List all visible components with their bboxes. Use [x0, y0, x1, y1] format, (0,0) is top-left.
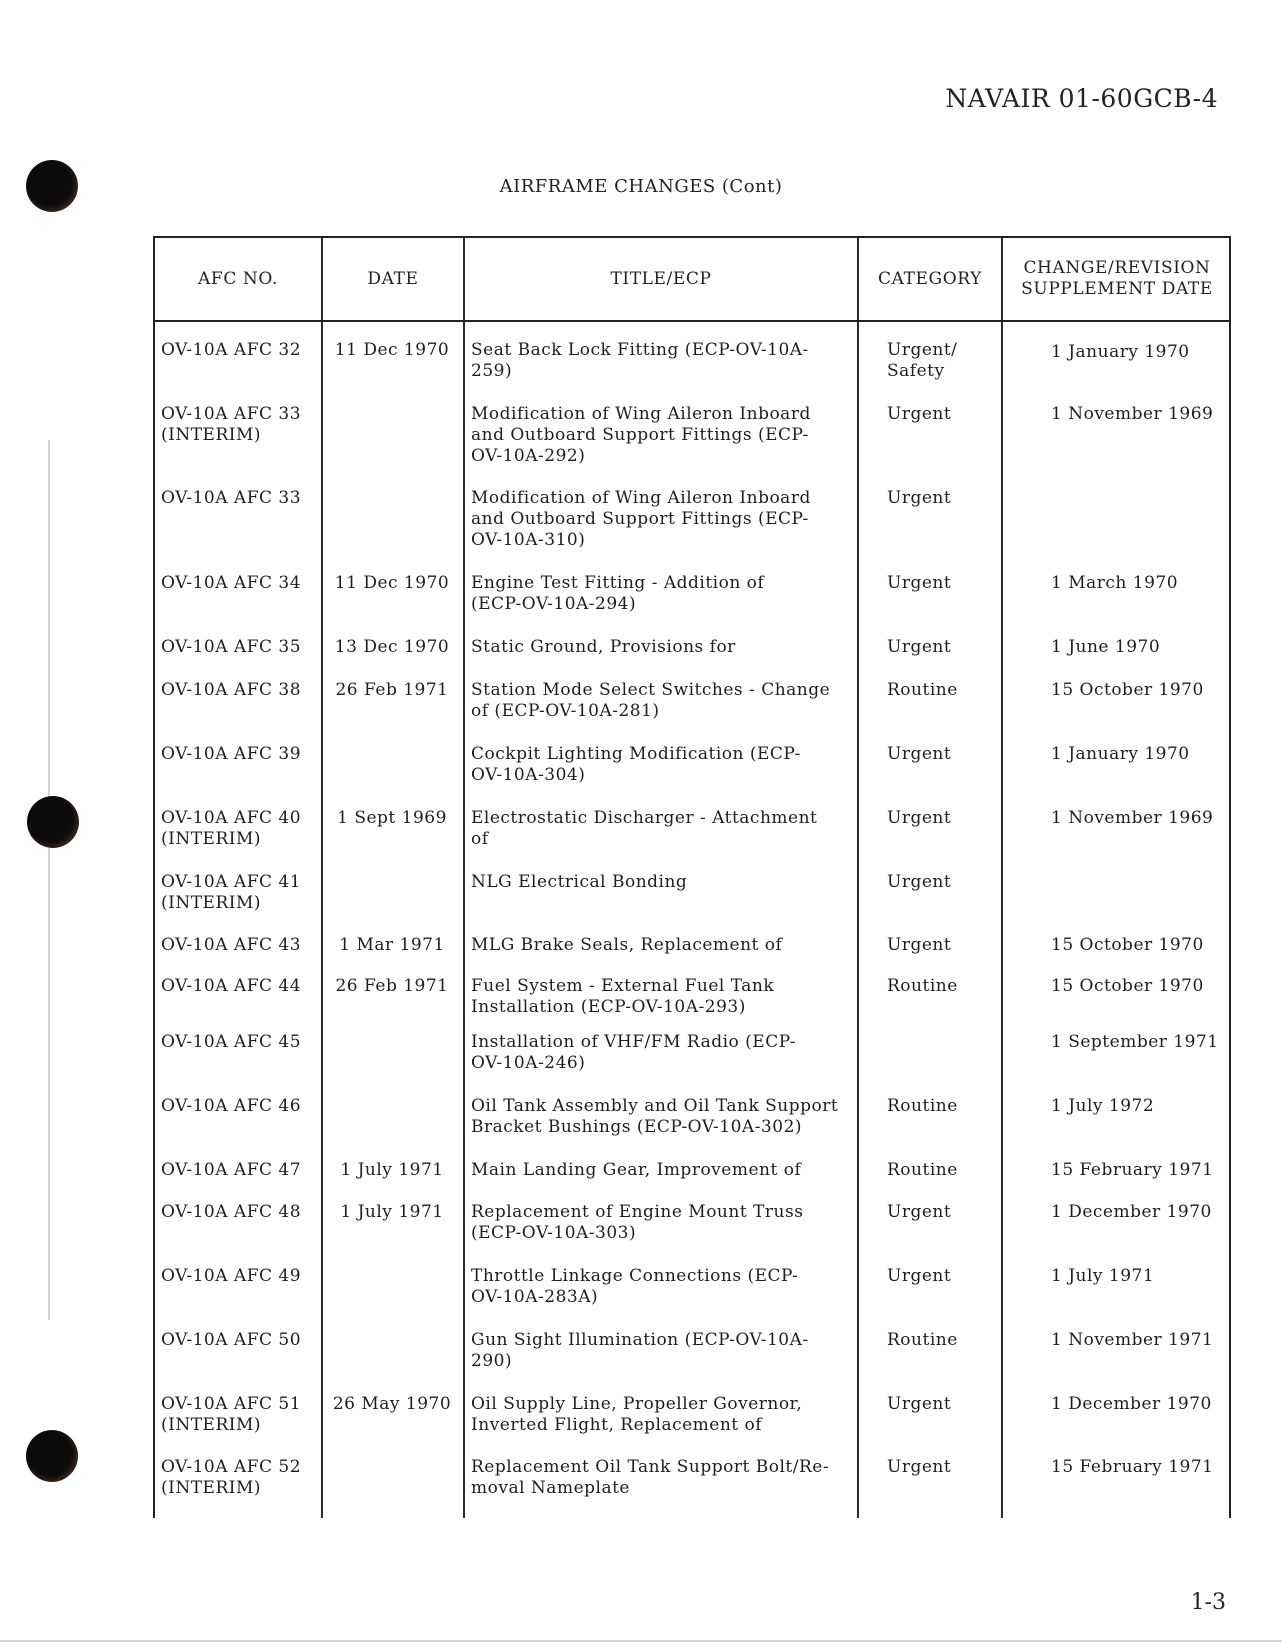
afc-number: OV-10A AFC 38: [161, 680, 302, 700]
afc-number: OV-10A AFC 51 (INTERIM): [161, 1394, 302, 1435]
afc-number: OV-10A AFC 35: [161, 637, 302, 657]
afc-category: Urgent: [887, 573, 952, 593]
afc-number: OV-10A AFC 41 (INTERIM): [161, 872, 302, 913]
afc-number: OV-10A AFC 34: [161, 573, 302, 593]
afc-date: 1 July 1971: [340, 1202, 444, 1222]
afc-category: Urgent: [887, 404, 952, 424]
afc-supplement-date: 1 November 1969: [1051, 808, 1214, 828]
afc-number: OV-10A AFC 33: [161, 488, 302, 508]
afc-category: Urgent: [887, 808, 952, 828]
afc-supplement-date: 15 February 1971: [1051, 1160, 1214, 1180]
afc-title: Modification of Wing Aileron Inboard and Outboard Support Fittings (ECP- OV-10A-310): [471, 488, 811, 550]
airframe-changes-table: [153, 236, 1231, 1518]
afc-number: OV-10A AFC 46: [161, 1096, 302, 1116]
afc-title: Throttle Linkage Connections (ECP- OV-10A-283A): [471, 1266, 799, 1307]
afc-date: 1 Sept 1969: [337, 808, 447, 828]
afc-supplement-date: 15 October 1970: [1051, 680, 1204, 700]
afc-title: MLG Brake Seals, Replacement of: [471, 935, 783, 955]
afc-title: Replacement Oil Tank Support Bolt/Re- moval Nameplate: [471, 1457, 830, 1498]
afc-supplement-date: 1 July 1972: [1051, 1096, 1155, 1116]
column-divider: [857, 238, 859, 1518]
afc-date: 26 May 1970: [332, 1394, 452, 1414]
afc-number: OV-10A AFC 32: [161, 340, 302, 360]
afc-category: Urgent: [887, 872, 952, 892]
afc-date: 13 Dec 1970: [334, 637, 450, 657]
afc-number: OV-10A AFC 45: [161, 1032, 302, 1052]
column-header-supplement-date: CHANGE/REVISION SUPPLEMENT DATE: [1021, 258, 1213, 299]
afc-title: Engine Test Fitting - Addition of (ECP-OV-10A-294): [471, 573, 765, 614]
afc-category: Routine: [887, 1160, 958, 1180]
afc-category: Routine: [887, 1330, 958, 1350]
afc-number: OV-10A AFC 49: [161, 1266, 302, 1286]
afc-title: Oil Tank Assembly and Oil Tank Support Bracket Bushings (ECP-OV-10A-302): [471, 1096, 839, 1137]
afc-number: OV-10A AFC 48: [161, 1202, 302, 1222]
afc-supplement-date: 1 March 1970: [1051, 573, 1179, 593]
afc-number: OV-10A AFC 43: [161, 935, 302, 955]
afc-number: OV-10A AFC 39: [161, 744, 302, 764]
afc-category: Urgent: [887, 1202, 952, 1222]
afc-title: Seat Back Lock Fitting (ECP-OV-10A- 259): [471, 340, 809, 381]
afc-number: OV-10A AFC 50: [161, 1330, 302, 1350]
afc-supplement-date: 1 January 1970: [1051, 744, 1190, 764]
afc-category: Urgent: [887, 744, 952, 764]
afc-category: Urgent: [887, 488, 952, 508]
page-bottom-edge: [0, 1640, 1282, 1642]
binder-hole-middle: [27, 796, 79, 848]
afc-category: Routine: [887, 976, 958, 996]
afc-title: Electrostatic Discharger - Attachment of: [471, 808, 818, 849]
column-header-title-ecp: TITLE/ECP: [610, 268, 712, 289]
afc-category: Routine: [887, 680, 958, 700]
afc-title: Station Mode Select Switches - Change of (ECP-OV-10A-281): [471, 680, 831, 721]
afc-category: Urgent: [887, 637, 952, 657]
afc-title: Modification of Wing Aileron Inboard and Outboard Support Fittings (ECP- OV-10A-292): [471, 404, 811, 466]
afc-number: OV-10A AFC 40 (INTERIM): [161, 808, 302, 849]
afc-supplement-date: 1 December 1970: [1051, 1202, 1212, 1222]
afc-date: 1 July 1971: [340, 1160, 444, 1180]
section-title: AIRFRAME CHANGES (Cont): [499, 176, 783, 197]
afc-supplement-date: 15 October 1970: [1051, 935, 1204, 955]
column-header-date: DATE: [367, 268, 419, 289]
afc-title: Fuel System - External Fuel Tank Installation (ECP-OV-10A-293): [471, 976, 775, 1017]
afc-supplement-date: 15 October 1970: [1051, 976, 1204, 996]
page-number: 1-3: [1190, 1590, 1226, 1615]
afc-title: Oil Supply Line, Propeller Governor, Inverted Flight, Replacement of: [471, 1394, 803, 1435]
document-number: NAVAIR 01-60GCB-4: [945, 84, 1218, 113]
afc-date: 1 Mar 1971: [339, 935, 445, 955]
afc-supplement-date: 1 November 1971: [1051, 1330, 1214, 1350]
afc-supplement-date: 1 January 1970: [1051, 342, 1190, 362]
page-left-edge: [48, 440, 50, 1320]
column-header-category: CATEGORY: [878, 268, 982, 289]
afc-supplement-date: 1 June 1970: [1051, 637, 1161, 657]
afc-supplement-date: 1 November 1969: [1051, 404, 1214, 424]
afc-category: Urgent: [887, 935, 952, 955]
afc-title: Cockpit Lighting Modification (ECP- OV-10A-304): [471, 744, 801, 785]
column-divider: [321, 238, 323, 1518]
afc-date: 11 Dec 1970: [334, 340, 450, 360]
afc-category: Urgent: [887, 1266, 952, 1286]
afc-category: Urgent/ Safety: [887, 340, 958, 381]
afc-number: OV-10A AFC 52 (INTERIM): [161, 1457, 302, 1498]
afc-category: Urgent: [887, 1457, 952, 1477]
afc-title: Static Ground, Provisions for: [471, 637, 736, 657]
afc-number: OV-10A AFC 47: [161, 1160, 302, 1180]
afc-supplement-date: 1 September 1971: [1051, 1032, 1219, 1052]
afc-date: 26 Feb 1971: [335, 680, 449, 700]
column-divider: [463, 238, 465, 1518]
binder-hole-bottom: [26, 1430, 78, 1482]
afc-title: Replacement of Engine Mount Truss (ECP-OV-10A-303): [471, 1202, 804, 1243]
afc-number: OV-10A AFC 44: [161, 976, 302, 996]
column-header-afc-no: AFC NO.: [198, 268, 278, 289]
afc-title: Main Landing Gear, Improvement of: [471, 1160, 802, 1180]
afc-supplement-date: 1 December 1970: [1051, 1394, 1212, 1414]
afc-category: Routine: [887, 1096, 958, 1116]
afc-date: 11 Dec 1970: [334, 573, 450, 593]
afc-supplement-date: 15 February 1971: [1051, 1457, 1214, 1477]
afc-date: 26 Feb 1971: [335, 976, 449, 996]
table-header: [155, 238, 1229, 322]
afc-title: NLG Electrical Bonding: [471, 872, 688, 892]
afc-number: OV-10A AFC 33 (INTERIM): [161, 404, 302, 445]
afc-title: Gun Sight Illumination (ECP-OV-10A- 290): [471, 1330, 809, 1371]
afc-supplement-date: 1 July 1971: [1051, 1266, 1155, 1286]
afc-title: Installation of VHF/FM Radio (ECP- OV-10A-246): [471, 1032, 796, 1073]
afc-category: Urgent: [887, 1394, 952, 1414]
